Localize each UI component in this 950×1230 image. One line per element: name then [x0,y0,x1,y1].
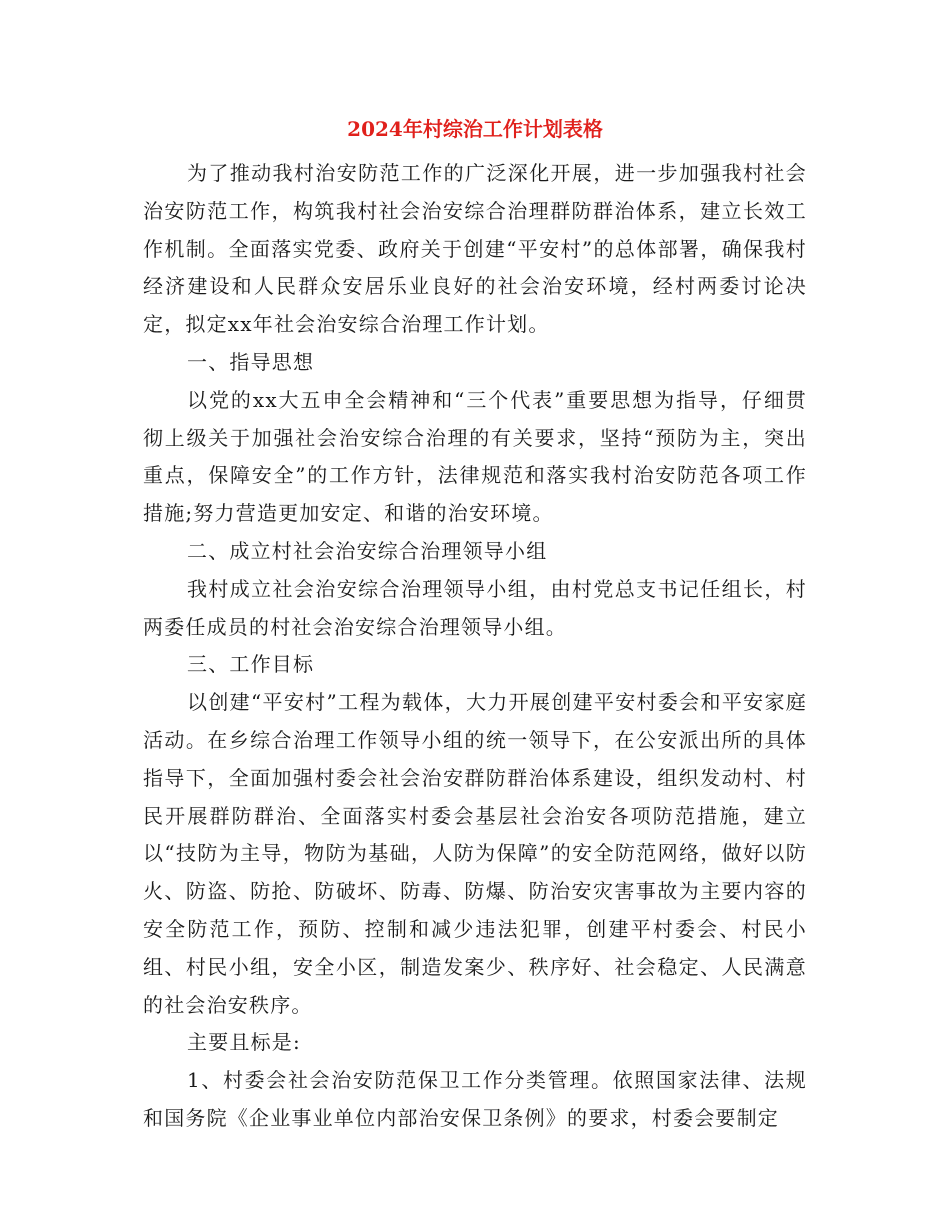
guiding-ideology-paragraph: 以党的xx大五申全会精神和“三个代表”重要思想为指导，仔细贯彻上级关于加强社会治安综合治理的有关要求，坚持“预防为主，突出重点，保障安全”的工作方针，法律规范和落实我村治安防范各项工作措施;努力营造更加安定、和谐的治安环境。 [143,387,807,526]
document-title: 2024年村综治工作计划表格 [347,117,603,141]
goal-item-1-paragraph: 1、村委会社会治安防范保卫工作分类管理。依照国家法律、法规和国务院《企业事业单位内部治安保卫条例》的要求，村委会要制定 [143,1068,807,1130]
section-heading-work-goals: 三、工作目标 [187,652,315,677]
main-goals-label: 主要且标是: [187,1030,301,1055]
section-heading-guiding-ideology: 一、指导思想 [187,349,315,374]
intro-paragraph: 为了推动我村治安防范工作的广泛深化开展，进一步加强我村社会治安防范工作，构筑我村社会治安综合治理群防群治体系，建立长效工作机制。全面落实党委、政府关于创建“平安村”的总体部署，确保我村经济建设和人民群众安居乐业良好的社会治安环境，经村两委讨论决定，拟定xx年社会治安综合治理工作计划。 [143,161,807,337]
leading-group-paragraph: 我村成立社会治安综合治理领导小组，由村党总支书记任组长，村两委任成员的村社会治安综合治理领导小组。 [143,576,807,639]
document-body [143,155,807,1138]
section-heading-leading-group: 二、成立村社会治安综合治理领导小组 [187,538,548,563]
work-goals-paragraph: 以创建“平安村”工程为载体，大力开展创建平安村委会和平安家庭活动。在乡综合治理工作领导小组的统一领导下，在公安派出所的具体指导下，全面加强村委会社会治安群防群治体系建设，组织发动村、村民开展群防群治、全面落实村委会基层社会治安各项防范措施，建立以“技防为主导，物防为基础，人防为保障”的安全防范网络，做好以防火、防盗、防抢、防破坏、防毒、防爆、防治安灾害事故为主要内容的安全防范工作，预防、控制和减少违法犯罪，创建平村委会、村民小组、村民小组，安全小区，制造发案少、秩序好、社会稳定、人民满意的社会治安秩序。 [143,690,807,1017]
